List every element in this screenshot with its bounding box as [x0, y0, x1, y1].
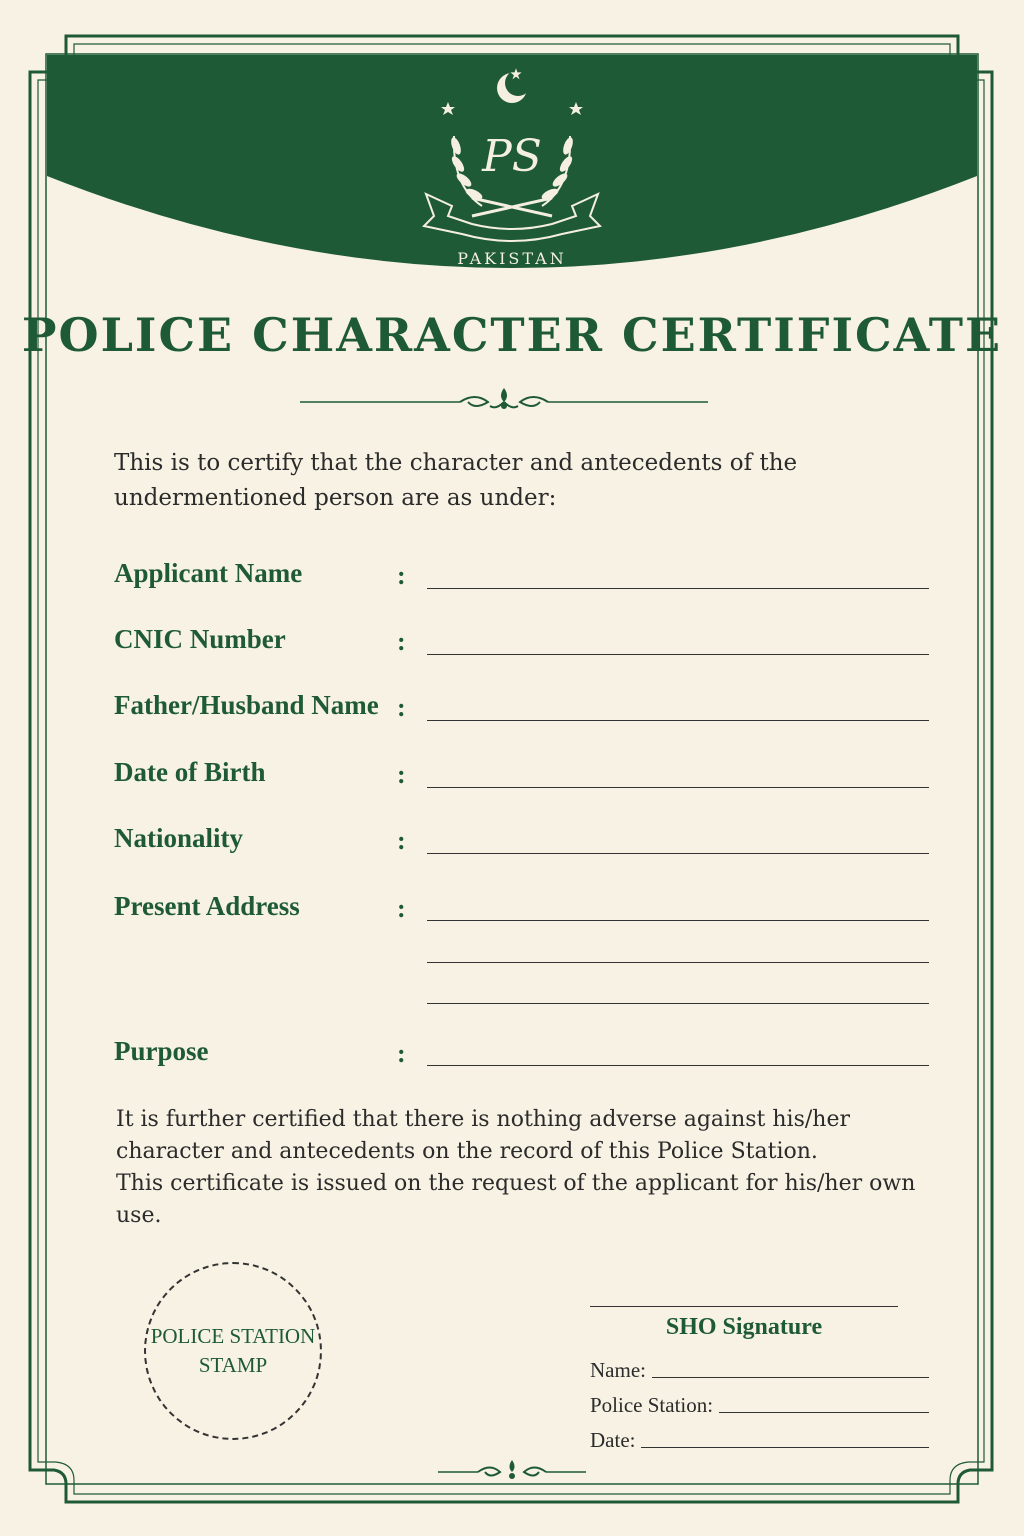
ornamental-divider-icon [300, 384, 708, 420]
field-label-father-husband-name: Father/Husband Name [114, 690, 379, 720]
sho-signature-label: SHO Signature [665, 1314, 823, 1340]
intro-text: This is to certify that the character and antecedents of the undermentioned person are as under: [114, 450, 798, 511]
present-address-field-line-3[interactable] [427, 1003, 929, 1004]
date-of-birth-field[interactable] [427, 787, 929, 788]
father-husband-name-field[interactable] [427, 720, 929, 721]
stamp-line-2: STAMP [198, 1353, 268, 1377]
cnic-number-field[interactable] [427, 654, 929, 655]
field-colon: : [397, 693, 406, 722]
signature-station-row [590, 1393, 929, 1418]
police-crest-icon [412, 66, 612, 286]
present-address-field-line-2[interactable] [427, 962, 929, 963]
police-station-label: Police Station: [590, 1393, 714, 1417]
closing-line-1: It is further certified that there is nothing adverse against his/her character and antecedents on the record of this Police Station. [116, 1107, 850, 1164]
emblem-caption: PAKISTAN [457, 249, 567, 268]
present-address-field-line-1[interactable] [427, 920, 929, 921]
field-label-purpose: Purpose [114, 1036, 209, 1066]
field-colon: : [397, 894, 406, 923]
field-colon: : [397, 561, 406, 590]
certificate-title: POLICE CHARACTER CERTIFICATE [21, 308, 1003, 362]
field-label-cnic-number: CNIC Number [114, 624, 286, 654]
name-field[interactable] [652, 1376, 929, 1378]
closing-line-2: This certificate is issued on the request of the applicant for his/her own use. [116, 1171, 916, 1228]
closing-statement [116, 1104, 936, 1232]
field-label-nationality: Nationality [114, 823, 244, 853]
bottom-ornament-icon [438, 1458, 586, 1486]
signature-name-row [590, 1358, 929, 1383]
name-label: Name: [590, 1358, 646, 1382]
field-colon: : [397, 627, 406, 656]
nationality-field[interactable] [427, 853, 929, 854]
field-label-date-of-birth: Date of Birth [114, 757, 266, 787]
field-colon: : [397, 826, 406, 855]
field-label-present-address: Present Address [114, 891, 300, 921]
police-station-stamp [144, 1262, 322, 1440]
field-colon: : [397, 1039, 406, 1068]
applicant-name-field[interactable] [427, 588, 929, 589]
date-field[interactable] [641, 1446, 929, 1448]
signature-line[interactable] [590, 1306, 898, 1307]
date-label: Date: [590, 1428, 636, 1452]
svg-text:PS: PS [482, 131, 542, 182]
signature-date-row [590, 1428, 929, 1453]
stamp-line-1: POLICE STATION [150, 1324, 316, 1348]
field-label-applicant-name: Applicant Name [114, 558, 303, 588]
police-station-field[interactable] [719, 1411, 929, 1413]
purpose-field[interactable] [427, 1065, 929, 1066]
field-colon: : [397, 760, 406, 789]
